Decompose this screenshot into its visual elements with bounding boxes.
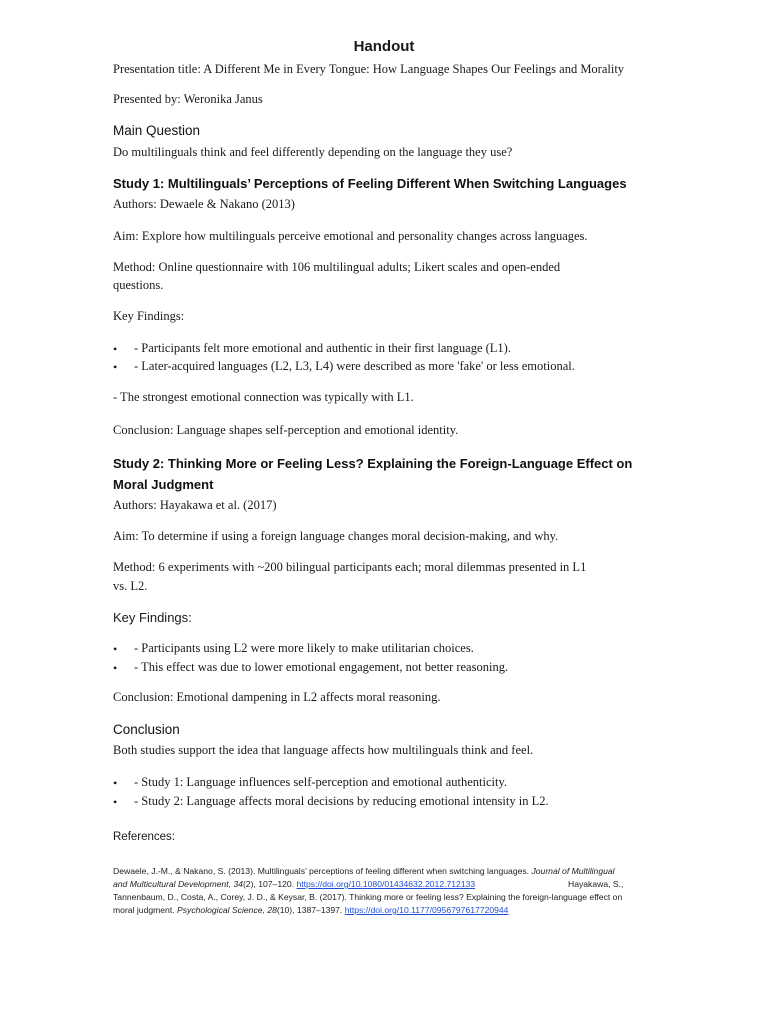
bullet-marker: •: [113, 776, 118, 790]
conclusion-bullet-1: - Study 1: Language influences self-perception and emotional authenticity.: [134, 775, 508, 789]
study1-method-line1: Method: Online questionnaire with 106 multilingual adults; Likert scales and open-ended: [113, 260, 561, 274]
main-question-heading: Main Question: [113, 123, 201, 138]
study2-heading-line1: Study 2: Thinking More or Feeling Less? Explaining the Foreign-Language Effect on: [113, 456, 633, 471]
presenter: Presented by: Weronika Janus: [113, 92, 263, 106]
study1-aim: Aim: Explore how multilinguals perceive emotional and personality changes across languages.: [113, 229, 588, 243]
study1-extra-finding: - The strongest emotional connection was typically with L1.: [113, 390, 414, 404]
study2-method-line1: Method: 6 experiments with ~200 bilingual participants each; moral dilemmas presented in L1: [113, 560, 587, 574]
bullet-marker: •: [113, 360, 118, 374]
ref1-pages: (2), 107–120.: [242, 879, 297, 889]
study1-bullet-2: - Later-acquired languages (L2, L3, L4) were described as more 'fake' or less emotional.: [134, 359, 575, 373]
conclusion-text: Both studies support the idea that language affects how multilinguals think and feel.: [113, 743, 534, 757]
reference-2-line2: Tannenbaum, D., Costa, A., Corey, J. D., & Keysar, B. (2017). Thinking more or feeling less? Explaining the foreign-language effect on: [113, 892, 623, 902]
ref2-journal: Psychological Science, 28: [177, 905, 277, 915]
reference-1-line2: [113, 878, 475, 891]
ref2-doi-link[interactable]: https://doi.org/10.1177/0956797617720944: [344, 905, 509, 915]
study1-method-line2: questions.: [113, 278, 164, 292]
ref2-start: Hayakawa, S.,: [568, 879, 624, 889]
reference-1-line1: [113, 865, 615, 878]
study2-bullet-2: - This effect was due to lower emotional engagement, not better reasoning.: [134, 660, 509, 674]
bullet-marker: •: [113, 795, 118, 809]
study2-aim: Aim: To determine if using a foreign language changes moral decision-making, and why.: [113, 529, 559, 543]
references-label: References:: [113, 831, 176, 843]
study2-method-line2: vs. L2.: [113, 579, 148, 593]
study1-heading: Study 1: Multilinguals’ Perceptions of Feeling Different When Switching Languages: [113, 176, 627, 191]
ref2-title-end: moral judgment.: [113, 905, 178, 915]
study2-key-findings-label: Key Findings:: [113, 610, 192, 625]
ref1-doi-link[interactable]: https://doi.org/10.1080/01434632.2012.712133: [296, 879, 476, 889]
study2-bullet-1: - Participants using L2 were more likely to make utilitarian choices.: [134, 641, 474, 655]
bullet-marker: •: [113, 342, 118, 356]
ref1-journal: Journal of Multilingual: [531, 866, 615, 876]
study2-authors: Authors: Hayakawa et al. (2017): [113, 498, 277, 512]
bullet-marker: •: [113, 661, 118, 675]
ref1-authors-title: Dewaele, J.-M., & Nakano, S. (2013). Multilinguals’ perceptions of feeling different when switching languages.: [113, 866, 532, 876]
study1-bullet-1: - Participants felt more emotional and authentic in their first language (L1).: [134, 341, 511, 355]
bullet-marker: •: [113, 642, 118, 656]
study2-conclusion: Conclusion: Emotional dampening in L2 affects moral reasoning.: [113, 690, 441, 704]
study1-authors: Authors: Dewaele & Nakano (2013): [113, 197, 295, 211]
conclusion-heading: Conclusion: [113, 722, 180, 737]
page-title: Handout: [353, 38, 415, 55]
study1-conclusion: Conclusion: Language shapes self-perception and emotional identity.: [113, 423, 459, 437]
ref1-journal-cont: and Multicultural Development, 34: [113, 879, 243, 889]
ref2-pages: (10), 1387–1397.: [276, 905, 345, 915]
study2-heading-line2: Moral Judgment: [113, 477, 214, 492]
presentation-title: Presentation title: A Different Me in Every Tongue: How Language Shapes Our Feelings and Morality: [113, 62, 625, 76]
study1-key-findings-label: Key Findings:: [113, 309, 185, 323]
main-question-text: Do multilinguals think and feel differently depending on the language they use?: [113, 145, 513, 159]
reference-2-line3: [113, 904, 508, 917]
conclusion-bullet-2: - Study 2: Language affects moral decisions by reducing emotional intensity in L2.: [134, 794, 549, 808]
